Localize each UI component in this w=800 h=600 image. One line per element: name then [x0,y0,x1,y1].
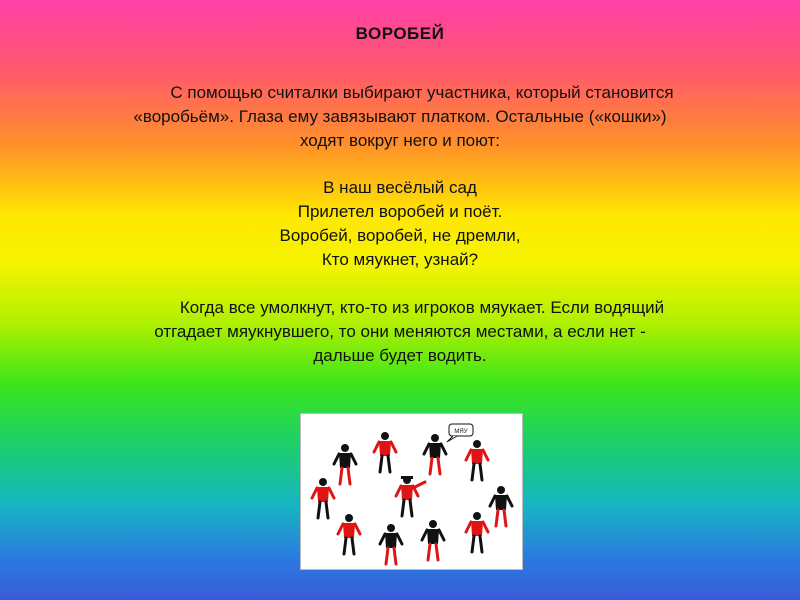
child-figure [380,524,402,564]
verse-line: Кто мяукнет, узнай? [321,250,479,269]
intro-line: ходят вокруг него и поют: [299,131,501,150]
child-figure [312,478,334,518]
verse-line: Воробей, воробей, не дремли, [279,226,521,245]
rules-line: дальше будет водить. [313,346,487,365]
child-figure [490,486,512,526]
child-figure [422,520,444,560]
song-verse [0,176,800,272]
slide-title: ВОРОБЕЙ [355,24,445,43]
intro-line: «воробьём». Глаза ему завязывают платком. Остальные («кошки») [133,107,667,126]
child-figure [374,432,396,472]
intro-line: С помощью считалки выбирают участника, который становится [170,83,674,102]
rules-paragraph [0,296,800,368]
child-figure [424,434,446,474]
child-figure [334,444,356,484]
sparrow-child-center [396,476,425,516]
speech-bubble [447,424,473,442]
verse-line: В наш весёлый сад [323,178,477,197]
child-figure [466,440,488,480]
child-figure [466,512,488,552]
rules-line: Когда все умолкнут, кто-то из игроков мяукает. Если водящий [179,298,665,317]
rules-line: отгадает мяукнувшего, то они меняются местами, а если нет - [154,322,646,341]
game-illustration [300,413,523,570]
child-figure [338,514,360,554]
children-circle-drawing [301,414,522,569]
verse-line: Прилетел воробей и поёт. [297,202,503,221]
intro-paragraph [0,81,800,153]
speech-bubble-text: МЯУ [454,429,468,435]
